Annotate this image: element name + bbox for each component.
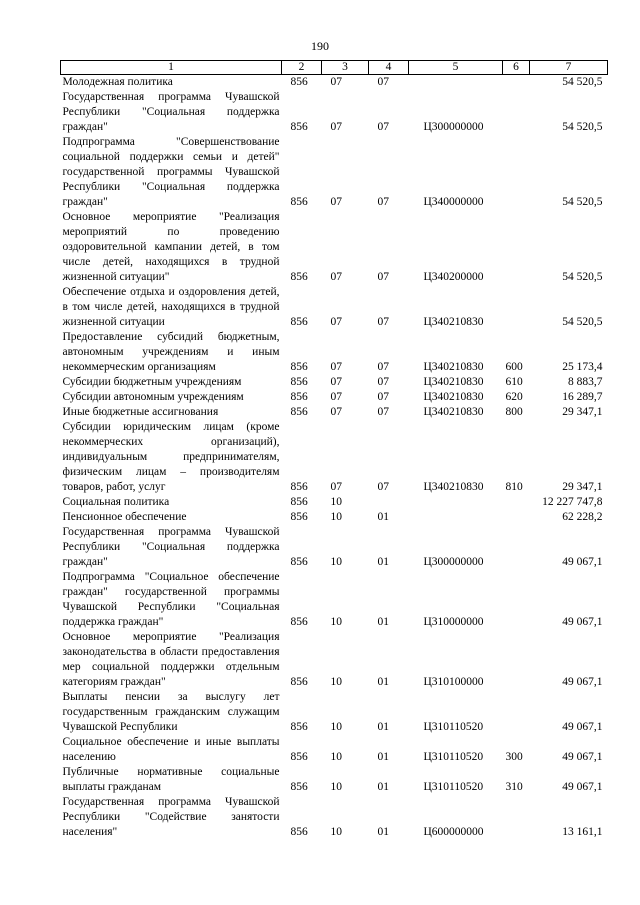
row-ministry-code: 856 [290,391,308,403]
header-col-1: 1 [61,61,282,75]
header-col-6: 6 [503,61,530,75]
row-name: Социальное обеспечение и иные выплаты населению [62,736,280,763]
row-amount: 29 347,1 [562,406,603,418]
row-expense-type: 600 [505,361,523,373]
row-amount: 54 520,5 [562,271,603,283]
table-row [61,765,608,795]
row-amount: 25 173,4 [562,361,603,373]
row-subsection: 01 [377,721,389,733]
row-subsection: 07 [377,391,389,403]
row-section: 07 [330,271,342,283]
row-name: Публичные нормативные социальные выплаты гражданам [62,766,280,793]
row-expense-type [503,90,530,135]
row-target-article: Ц310110520 [423,781,484,793]
row-amount: 54 520,5 [562,121,603,133]
row-ministry-code: 856 [290,721,308,733]
row-ministry-code: 856 [290,361,308,373]
row-amount: 49 067,1 [562,556,603,568]
row-name: Пенсионное обеспечение [62,511,187,523]
row-subsection: 07 [377,406,389,418]
row-section: 10 [330,676,342,688]
row-ministry-code: 856 [290,376,308,388]
row-section: 07 [330,406,342,418]
row-subsection: 07 [377,376,389,388]
page-number: 190 [311,39,329,53]
table-row [61,285,608,330]
row-expense-type [503,570,530,630]
table-row [61,510,608,525]
table-row [61,75,608,91]
row-name: Субсидии автономным учреждениям [62,391,244,403]
row-ministry-code: 856 [290,781,308,793]
row-section: 07 [330,121,342,133]
table-row [61,630,608,690]
row-expense-type [503,510,530,525]
row-subsection: 07 [377,196,389,208]
row-name: Обеспечение отдыха и оздоровления детей, в том числе детей, находящихся в трудной жизненной ситуации [62,286,280,328]
row-name: Субсидии юридическим лицам (кроме некоммерческих организаций), индивидуальным предпринимателям, физическим лицам – производителям товаров, работ, услуг [62,421,280,493]
row-subsection: 07 [377,121,389,133]
row-target-article: Ц340210830 [423,316,484,328]
row-expense-type: 800 [505,406,523,418]
row-subsection: 07 [377,361,389,373]
row-target-article: Ц340200000 [423,271,484,283]
row-name: Государственная программа Чувашской Республики "Социальная поддержка граждан" [62,91,280,133]
row-expense-type [503,630,530,690]
row-subsection [369,495,409,510]
row-section: 07 [330,316,342,328]
row-section: 07 [330,361,342,373]
row-section: 07 [330,391,342,403]
row-name: Основное мероприятие "Реализация мероприятий по проведению оздоровительной кампании детей, в том числе детей, находящихся в трудной жизненной ситуации" [62,211,280,283]
row-expense-type: 610 [505,376,523,388]
row-expense-type: 310 [505,781,523,793]
row-subsection: 01 [377,826,389,838]
row-ministry-code: 856 [290,556,308,568]
row-section: 10 [330,781,342,793]
row-target-article: Ц310110520 [423,721,484,733]
row-subsection: 07 [377,76,389,88]
table-row [61,495,608,510]
table-row [61,405,608,420]
row-target-article: Ц340210830 [423,361,484,373]
row-expense-type [503,135,530,210]
row-expense-type [503,525,530,570]
header-col-4: 4 [369,61,409,75]
row-section: 10 [330,511,342,523]
row-expense-type [503,285,530,330]
row-subsection: 07 [377,271,389,283]
row-section: 07 [330,76,342,88]
row-target-article: Ц340000000 [423,196,484,208]
row-name: Предоставление субсидий бюджетным, автономным учреждениям и иным некоммерческим организациям [62,331,280,373]
row-ministry-code: 856 [290,121,308,133]
row-amount: 54 520,5 [562,76,603,88]
row-name: Молодежная политика [62,76,173,88]
row-amount: 8 883,7 [568,376,603,388]
row-name: Государственная программа Чувашской Республики "Социальная поддержка граждан" [62,526,280,568]
row-section: 07 [330,196,342,208]
row-amount: 29 347,1 [562,481,603,493]
row-ministry-code: 856 [290,76,308,88]
header-col-2: 2 [282,61,322,75]
table-row [61,135,608,210]
header-col-3: 3 [322,61,369,75]
row-amount: 12 227 747,8 [542,496,603,508]
row-section: 10 [330,721,342,733]
header-col-7: 7 [530,61,608,75]
row-expense-type [503,690,530,735]
row-name: Подпрограмма "Социальное обеспечение граждан" государственной программы Чувашской Республики "Социальная поддержка граждан" [62,571,280,628]
row-expense-type: 810 [505,481,523,493]
row-subsection: 07 [377,316,389,328]
row-subsection: 01 [377,676,389,688]
row-section: 10 [330,751,342,763]
table-header [61,61,608,75]
budget-table [60,60,608,840]
row-target-article [409,510,503,525]
row-section: 10 [330,616,342,628]
table-row [61,330,608,375]
row-expense-type [503,75,530,91]
row-amount: 54 520,5 [562,316,603,328]
row-amount: 16 289,7 [562,391,603,403]
row-target-article: Ц310110520 [423,751,484,763]
row-name: Основное мероприятие "Реализация законодательства в области предоставления мер социальной поддержки отдельным категориям граждан" [62,631,280,688]
row-section: 10 [330,556,342,568]
row-target-article: Ц310100000 [423,676,484,688]
row-target-article: Ц600000000 [423,826,484,838]
row-expense-type [503,795,530,840]
row-name: Государственная программа Чувашской Республики "Содействие занятости населения" [62,796,280,838]
row-name: Социальная политика [62,496,170,508]
row-amount: 54 520,5 [562,196,603,208]
table-row [61,735,608,765]
row-target-article: Ц340210830 [423,376,484,388]
row-subsection: 01 [377,616,389,628]
row-name: Субсидии бюджетным учреждениям [62,376,242,388]
row-ministry-code: 856 [290,511,308,523]
table-row [61,420,608,495]
row-target-article: Ц300000000 [423,121,484,133]
table-row [61,690,608,735]
row-subsection: 07 [377,481,389,493]
header-row [61,61,608,75]
table-row [61,210,608,285]
row-subsection: 01 [377,556,389,568]
row-ministry-code: 856 [290,826,308,838]
row-amount: 49 067,1 [562,616,603,628]
row-name: Иные бюджетные ассигнования [62,406,219,418]
row-target-article: Ц340210830 [423,406,484,418]
row-target-article: Ц300000000 [423,556,484,568]
table-row [61,375,608,390]
row-ministry-code: 856 [290,316,308,328]
row-target-article: Ц340210830 [423,391,484,403]
row-amount: 49 067,1 [562,721,603,733]
row-target-article [409,75,503,91]
row-amount: 49 067,1 [562,781,603,793]
table-body [61,75,608,841]
row-section: 10 [330,826,342,838]
table-row [61,570,608,630]
row-section: 10 [330,496,342,508]
row-amount: 49 067,1 [562,676,603,688]
row-subsection: 01 [377,751,389,763]
header-col-5: 5 [409,61,503,75]
row-ministry-code: 856 [290,271,308,283]
row-amount: 62 228,2 [562,511,603,523]
row-expense-type [503,210,530,285]
row-subsection: 01 [377,781,389,793]
table-row [61,525,608,570]
row-target-article: Ц340210830 [423,481,484,493]
row-expense-type: 620 [505,391,523,403]
row-section: 07 [330,481,342,493]
row-amount: 49 067,1 [562,751,603,763]
row-expense-type: 300 [505,751,523,763]
table-row [61,90,608,135]
row-expense-type [503,495,530,510]
row-ministry-code: 856 [290,676,308,688]
row-name: Подпрограмма "Совершенствование социальной поддержки семьи и детей" государственной программы Чувашской Республики "Социальная поддержка граждан" [62,136,280,208]
row-ministry-code: 856 [290,406,308,418]
row-target-article: Ц310000000 [423,616,484,628]
row-ministry-code: 856 [290,196,308,208]
row-ministry-code: 856 [290,481,308,493]
row-target-article [409,495,503,510]
row-ministry-code: 856 [290,496,308,508]
row-subsection: 01 [377,511,389,523]
table-row [61,795,608,840]
row-ministry-code: 856 [290,616,308,628]
row-amount: 13 161,1 [562,826,603,838]
table-row [61,390,608,405]
row-name: Выплаты пенсии за выслугу лет государственным гражданским служащим Чувашской Республики [62,691,280,733]
row-ministry-code: 856 [290,751,308,763]
row-section: 07 [330,376,342,388]
